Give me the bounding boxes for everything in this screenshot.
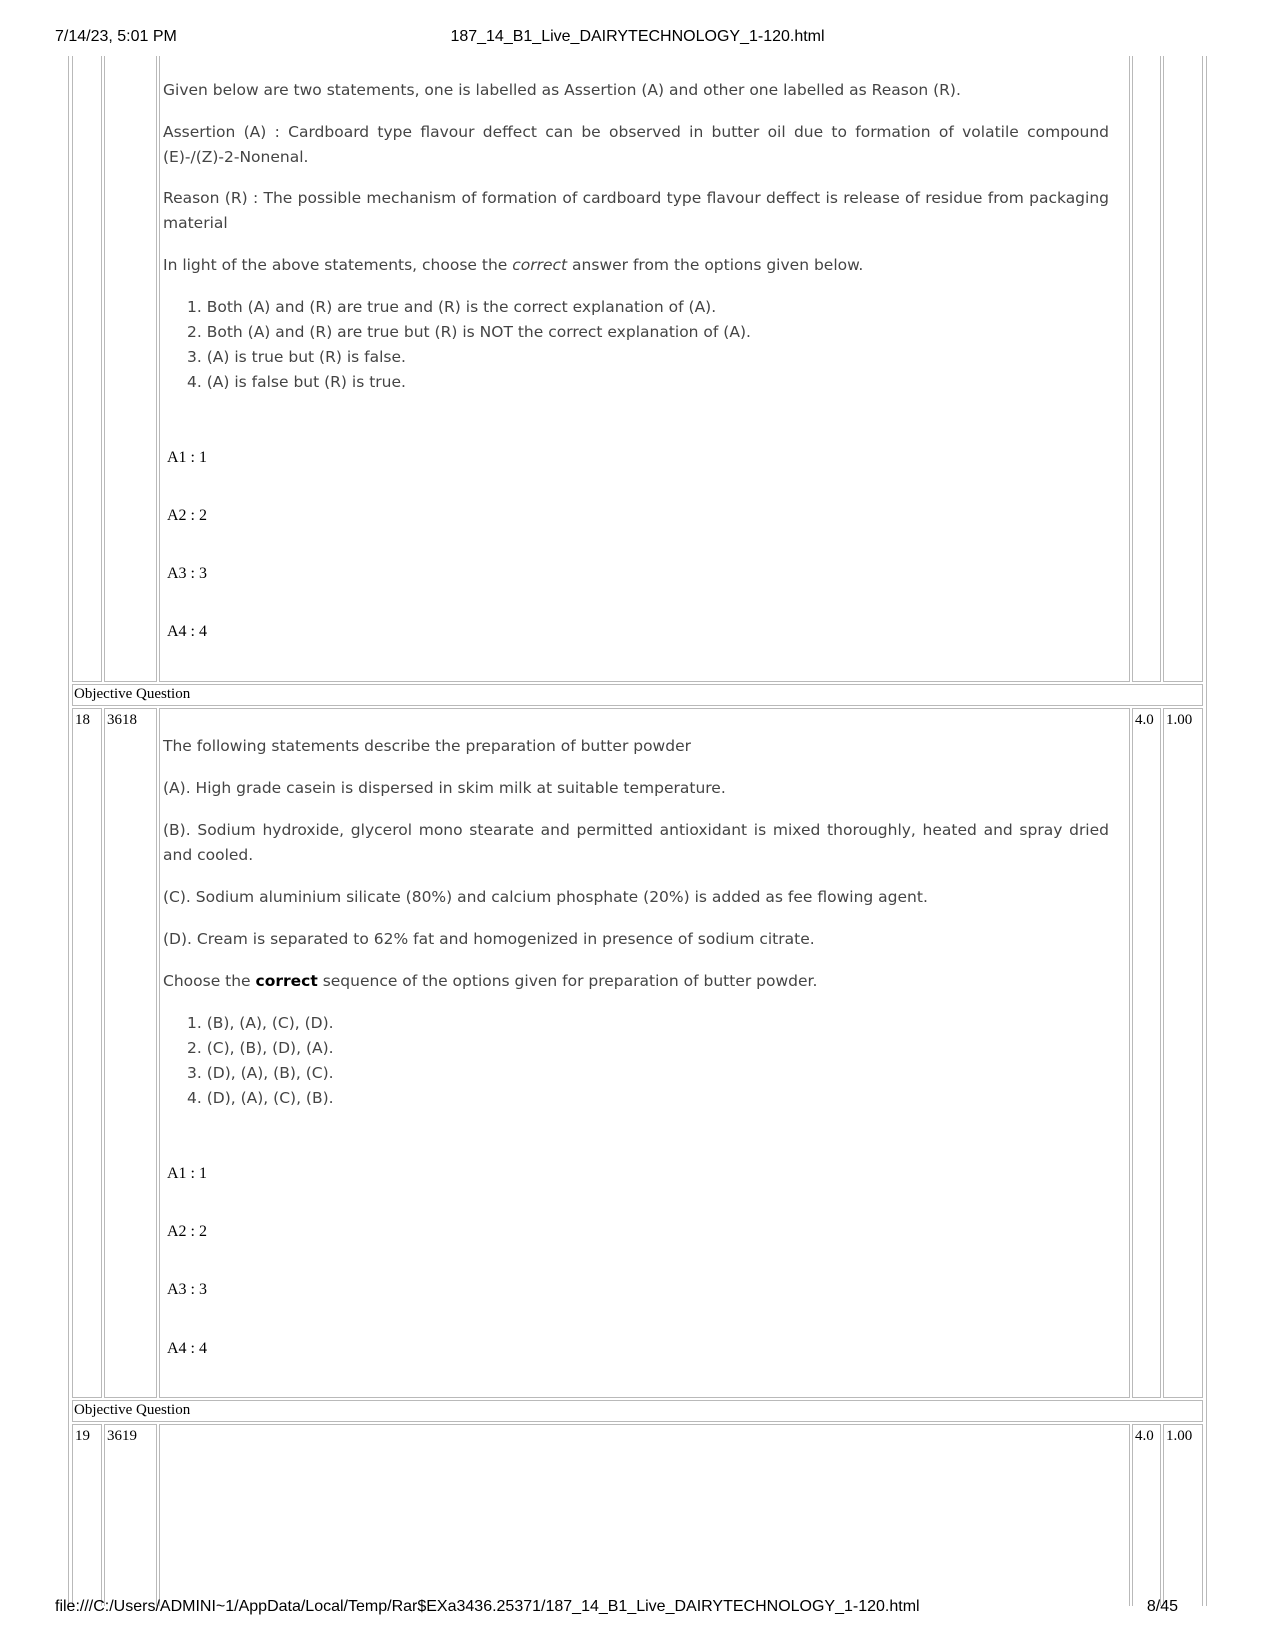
objective-row-1 bbox=[72, 684, 1203, 706]
q19-qid-cell bbox=[104, 1424, 157, 1606]
q18-option-2: 2. (C), (B), (D), (A). bbox=[187, 1039, 334, 1057]
q18-option-1: 1. (B), (A), (C), (D). bbox=[187, 1014, 334, 1032]
q18-sno: 18 bbox=[75, 712, 90, 728]
q18-option-3: 3. (D), (A), (B), (C). bbox=[187, 1064, 334, 1082]
q17-answer-4: A4 : 4 bbox=[167, 623, 207, 640]
q17-reason: Reason (R) : The possible mechanism of formation of cardboard type flavour deffect is release of residue from packaging material bbox=[163, 189, 1109, 232]
objective-row-2 bbox=[72, 1400, 1203, 1422]
q17-options bbox=[187, 295, 751, 395]
objective-question-label: Objective Question bbox=[74, 686, 191, 702]
q18-answer-2: A2 : 2 bbox=[167, 1223, 207, 1240]
q18-qid-cell bbox=[104, 708, 157, 1398]
objective-question-label-2: Objective Question bbox=[74, 1402, 191, 1418]
q19-qid: 3619 bbox=[107, 1428, 137, 1444]
q19-neg: 1.00 bbox=[1166, 1428, 1193, 1444]
q17-option-2: 2. Both (A) and (R) are true but (R) is NOT the correct explanation of (A). bbox=[187, 323, 751, 341]
q18-instruction: Choose the correct sequence of the options given for preparation of butter powder. bbox=[163, 972, 818, 990]
print-title: 187_14_B1_Live_DAIRYTECHNOLOGY_1-120.html bbox=[450, 28, 825, 45]
q17-qid-cell bbox=[104, 56, 157, 682]
q17-intro: Given below are two statements, one is labelled as Assertion (A) and other one labelled as Reason (R). bbox=[163, 81, 961, 99]
q18-statement-b: (B). Sodium hydroxide, glycerol mono stearate and permitted antioxidant is mixed thoroughly, heated and spray dried and cooled. bbox=[163, 821, 1109, 864]
q19-marks: 4.0 bbox=[1135, 1428, 1154, 1444]
q17-answer-3: A3 : 3 bbox=[167, 565, 207, 582]
q18-answer-3: A3 : 3 bbox=[167, 1281, 207, 1298]
q18-marks: 4.0 bbox=[1135, 712, 1154, 728]
q17-instruction: In light of the above statements, choose the correct answer from the options given below. bbox=[163, 256, 864, 274]
q18-statement-a: (A). High grade casein is dispersed in skim milk at suitable temperature. bbox=[163, 779, 726, 797]
q19-marks-cell bbox=[1132, 1424, 1161, 1606]
q19-sno-cell bbox=[72, 1424, 102, 1606]
q18-neg-cell bbox=[1163, 708, 1203, 1398]
q19-sno: 19 bbox=[75, 1428, 90, 1444]
print-file-path: file:///C:/Users/ADMINI~1/AppData/Local/Temp/Rar$EXa3436.25371/187_14_B1_Live_DAIRYTECHNOLOGY_1-120.html bbox=[55, 1598, 920, 1615]
q18-answer-4: A4 : 4 bbox=[167, 1340, 207, 1357]
q17-option-4: 4. (A) is false but (R) is true. bbox=[187, 373, 406, 391]
q18-answer-1: A1 : 1 bbox=[167, 1165, 207, 1182]
q18-options bbox=[187, 1011, 334, 1111]
q19-body-cell bbox=[159, 1424, 1130, 1606]
q17-answer-2: A2 : 2 bbox=[167, 507, 207, 524]
q17-answer-1: A1 : 1 bbox=[167, 449, 207, 466]
q19-neg-cell bbox=[1163, 1424, 1203, 1606]
q18-statement-c: (C). Sodium aluminium silicate (80%) and calcium phosphate (20%) is added as fee flowing agent. bbox=[163, 888, 928, 906]
q18-option-4: 4. (D), (A), (C), (B). bbox=[187, 1089, 334, 1107]
print-page-number: 8/45 bbox=[1146, 1598, 1178, 1615]
q18-intro: The following statements describe the preparation of butter powder bbox=[163, 737, 691, 755]
q18-sno-cell bbox=[72, 708, 102, 1398]
q17-assertion: Assertion (A) : Cardboard type flavour deffect can be observed in butter oil due to formation of volatile compound (E)-/(Z)-2-Nonenal. bbox=[163, 123, 1109, 166]
q17-option-1: 1. Both (A) and (R) are true and (R) is the correct explanation of (A). bbox=[187, 298, 717, 316]
q17-sno-cell bbox=[72, 56, 102, 682]
q18-statement-d: (D). Cream is separated to 62% fat and homogenized in presence of sodium citrate. bbox=[163, 930, 815, 948]
q17-marks-cell bbox=[1132, 56, 1161, 682]
q17-neg-cell bbox=[1163, 56, 1203, 682]
q18-marks-cell bbox=[1132, 708, 1161, 1398]
q18-qid: 3618 bbox=[107, 712, 137, 728]
print-datetime: 7/14/23, 5:01 PM bbox=[55, 28, 177, 45]
q17-option-3: 3. (A) is true but (R) is false. bbox=[187, 348, 406, 366]
q18-neg: 1.00 bbox=[1166, 712, 1193, 728]
